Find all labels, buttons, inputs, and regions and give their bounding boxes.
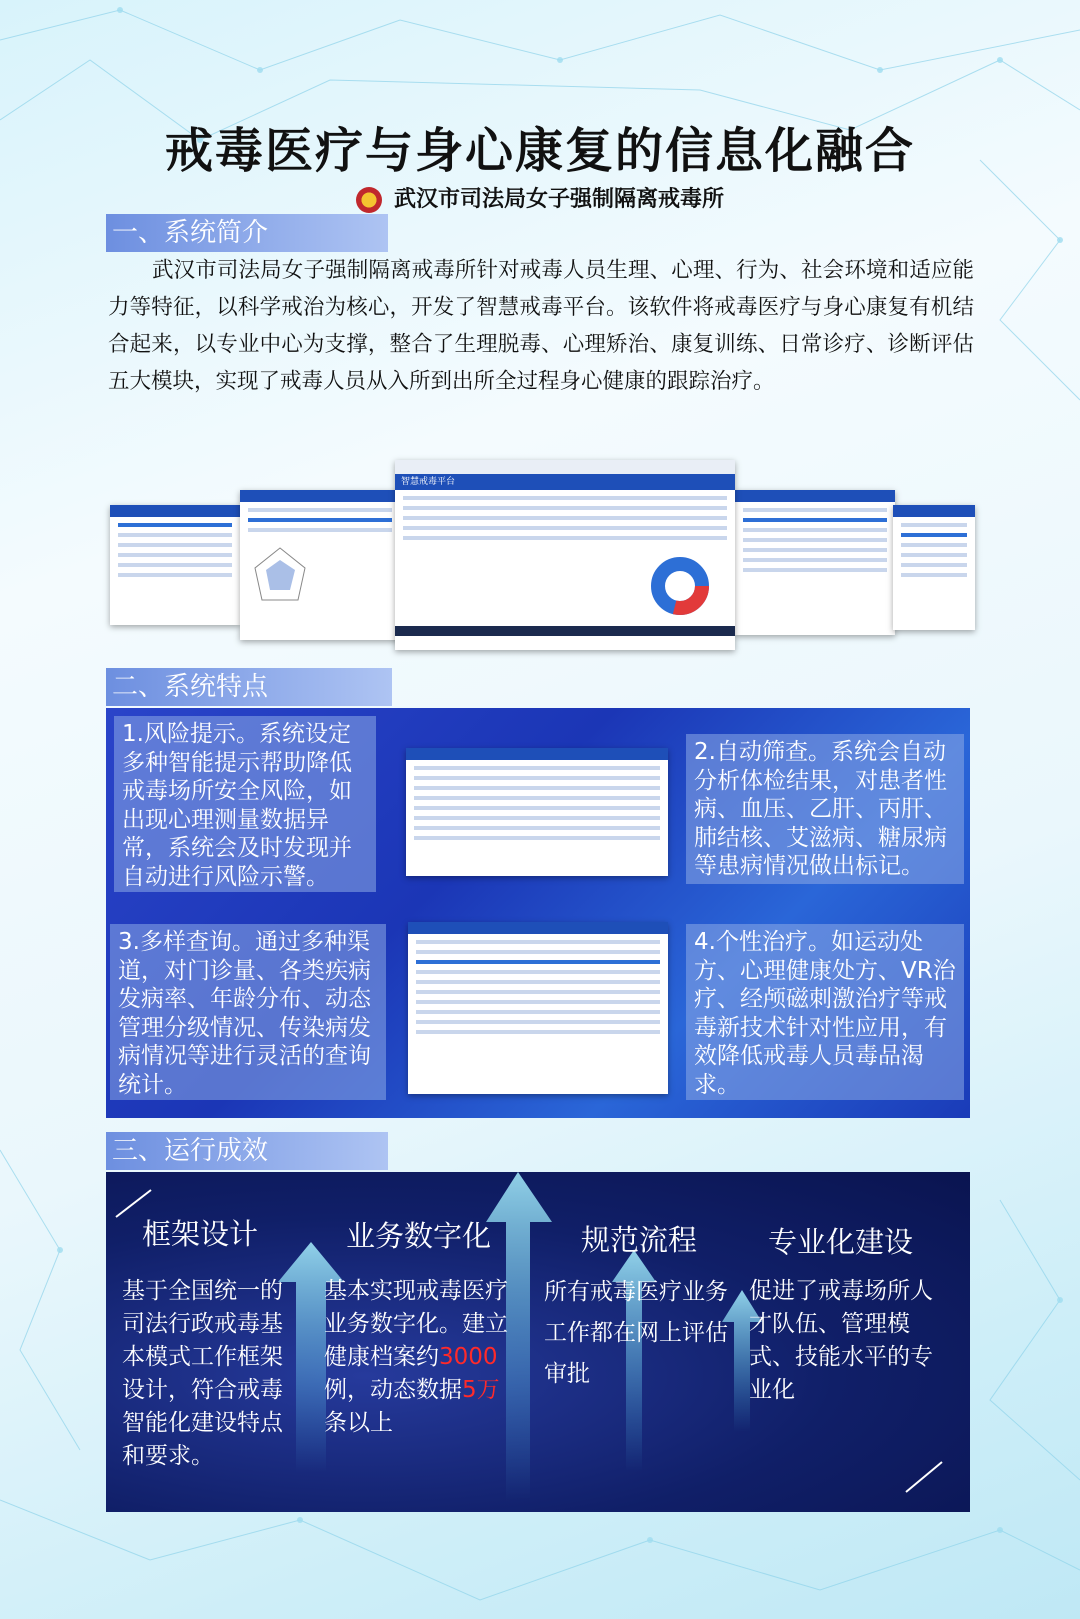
feature-3: 3.多样查询。通过多种渠道，对门诊量、各类疾病发病率、年龄分布、动态管理分级情况、传染病发病情况等进行灵活的查询统计。 (110, 924, 386, 1100)
app-screenshot-5 (893, 505, 975, 630)
section-heading-intro: 一、系统简介 (106, 214, 388, 252)
organization-name: 武汉市司法局女子强制隔离戒毒所 (393, 187, 724, 212)
result-text-3: 所有戒毒医疗业务工作都在网上评估审批 (544, 1279, 728, 1387)
result-heading-3: 规范流程 (581, 1223, 698, 1257)
police-badge-icon (356, 187, 382, 213)
intro-paragraph: 武汉市司法局女子强制隔离戒毒所针对戒毒人员生理、心理、行为、社会环境和适应能力等特征，以科学戒治为核心，开发了智慧戒毒平台。该软件将戒毒医疗与身心康复有机结合起来，以专业中心为支撑，整合了生理脱毒、心理矫治、康复训练、日常诊疗、诊断评估五大模块，实现了戒毒人员从入所到出所全过程身心健康的跟踪治疗。 (108, 258, 974, 394)
feature-screenshot-2 (408, 922, 668, 1094)
features-panel (106, 708, 970, 1118)
app-screenshot-main (395, 460, 735, 650)
app-screenshot-2 (240, 490, 400, 640)
poster-title: 戒毒医疗与身心康复的信息化融合 (164, 123, 915, 179)
result-text-1: 基于全国统一的司法行政戒毒基本模式工作框架设计，符合戒毒智能化建设特点和要求。 (122, 1278, 283, 1469)
donut-chart-icon (395, 546, 735, 636)
result-heading-4: 专业化建设 (768, 1225, 914, 1259)
app-title: 智慧戒毒平台 (395, 474, 735, 490)
result-heading-1: 框架设计 (142, 1217, 259, 1251)
feature-4: 4.个性治疗。如运动处方、心理健康处方、VR治疗、经颅磁刺激治疗等戒毒新技术针对性应用，有效降低戒毒人员毒品渴求。 (686, 924, 964, 1100)
feature-1: 1.风险提示。系统设定多种智能提示帮助降低戒毒场所安全风险，如出现心理测量数据异常，系统会及时发现并自动进行风险示警。 (114, 716, 376, 892)
feature-2: 2.自动筛查。系统会自动分析体检结果，对患者性病、血压、乙肝、丙肝、肺结核、艾滋病、糖尿病等患病情况做出标记。 (686, 734, 964, 884)
app-screenshot-4 (735, 490, 895, 635)
section-heading-features: 二、系统特点 (106, 668, 392, 706)
feature-screenshot-1 (406, 748, 668, 876)
organization-line (0, 182, 1080, 213)
section-heading-results: 三、运行成效 (106, 1132, 388, 1170)
result-text-2: 基本实现戒毒医疗业务数字化。建立健康档案约3000例，动态数据5万条以上 (324, 1278, 508, 1436)
result-heading-2: 业务数字化 (346, 1219, 492, 1253)
radar-chart-icon (240, 538, 400, 618)
results-panel (106, 1172, 970, 1512)
result-text-4: 促进了戒毒场所人才队伍、管理模式、技能水平的专业化 (749, 1278, 933, 1403)
app-screenshot-1 (110, 505, 240, 625)
